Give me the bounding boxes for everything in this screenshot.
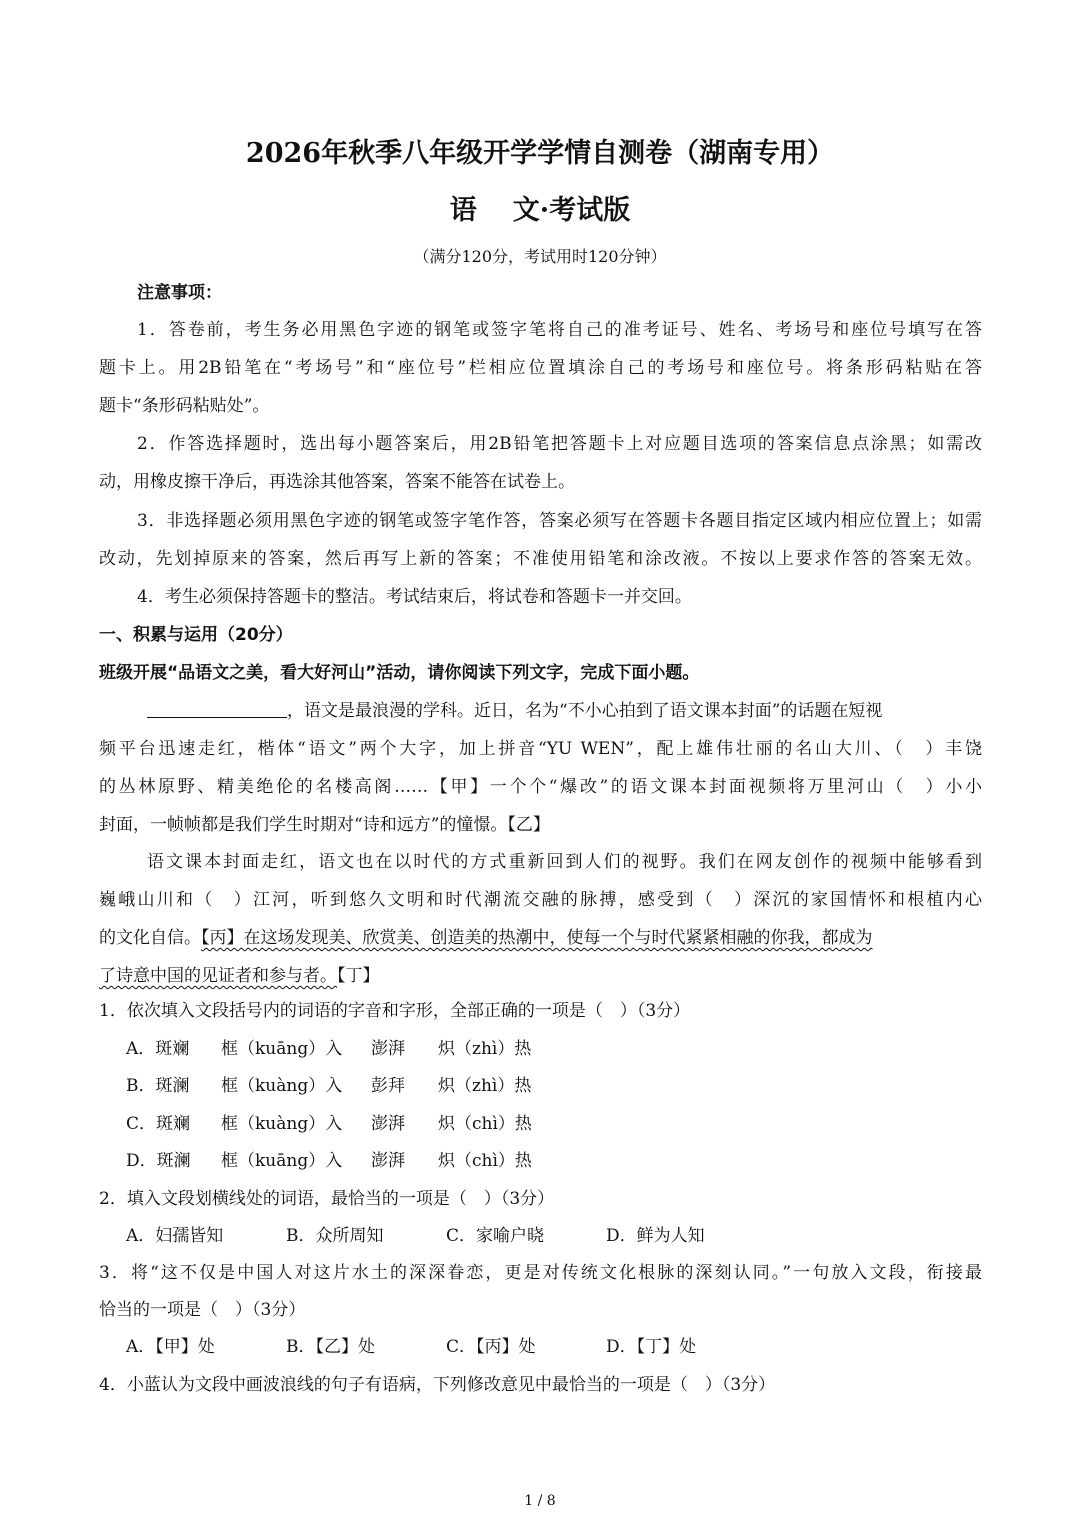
note-line: 改动，先划掉原来的答案，然后再写上新的答案；不准使用铅笔和涂改液。不按以上要求作答的答案无效。 — [99, 549, 982, 569]
page-number: 1 / 8 — [524, 1493, 556, 1509]
passage-line: 封面，一帧帧都是我们学生时期对“诗和远方”的憧憬。【乙】 — [99, 815, 550, 835]
notes-heading: 注意事项： — [137, 283, 222, 303]
question-4-stem: 4．小蓝认为文段中画波浪线的句子有语病，下列修改意见中最恰当的一项是（ ）（3分） — [99, 1375, 776, 1395]
q1-option-b: B．斑澜 框（kuàng）入 彭拜 炽（zhì）热 — [126, 1076, 532, 1096]
q1-option-d: D．斑澜 框（kuāng）入 澎湃 炽（chì）热 — [126, 1151, 532, 1171]
note-line: 题卡“条形码粘贴处”。 — [99, 396, 270, 416]
wavy-sentence: 【丙】在这场发现美、欣赏美、创造美的热潮中，使每一个与时代紧紧相融的你我，都成为 — [201, 928, 873, 948]
note-line: 3．非选择题必须用黑色字迹的钢笔或签字笔作答，答案必须写在答题卡各题目指定区域内相应位置上；如需 — [137, 511, 982, 531]
fill-blank — [147, 701, 287, 718]
subject-left: 语 — [449, 195, 477, 226]
score-note: （满分120分，考试用时120分钟） — [413, 247, 667, 266]
question-2-stem: 2．填入文段划横线处的词语，最恰当的一项是（ ）（3分） — [99, 1189, 555, 1209]
question-3-stem: 3．将“这不仅是中国人对这片水土的深深眷恋，更是对传统文化根脉的深刻认同。”一句放入文段，衔接最 — [99, 1263, 982, 1283]
passage-line: 的文化自信。【丙】在这场发现美、欣赏美、创造美的热潮中，使每一个与时代紧紧相融的你我，都成为 — [99, 928, 873, 948]
passage-line: 频平台迅速走红，楷体“语文”两个大字，加上拼音“YU WEN”，配上雄伟壮丽的名山大川、（ ）丰饶 — [99, 739, 982, 759]
passage-line: 巍峨山川和（ ）江河，听到悠久文明和时代潮流交融的脉搏，感受到（ ）深沉的家国情怀和根植内心 — [99, 890, 982, 910]
q1-option-c: C．斑斓 框（kuàng）入 澎湃 炽（chì）热 — [126, 1114, 532, 1134]
question-3-stem-cont: 恰当的一项是（ ）（3分） — [99, 1300, 306, 1320]
passage-line: 语文课本封面走红，语文也在以时代的方式重新回到人们的视野。我们在网友创作的视频中能够看到 — [147, 852, 982, 872]
q3-options: A．【甲】处 B．【乙】处 C．【丙】处 D．【丁】处 — [126, 1337, 697, 1357]
subject-title — [0, 188, 1080, 227]
passage-line: 的丛林原野、精美绝伦的名楼高阁……【甲】一个个“爆改”的语文课本封面视频将万里河山（ ）小小 — [99, 777, 982, 797]
passage-line: 了诗意中国的见证者和参与者。【丁】 — [99, 966, 380, 986]
note-line: 1．答卷前，考生务必用黑色字迹的钢笔或签字笔将自己的准考证号、姓名、考场号和座位号填写在答 — [137, 320, 982, 340]
section-heading: 一、积累与运用（20分） — [99, 625, 293, 645]
subject-right: 文·考试版 — [512, 195, 631, 226]
q1-option-a: A．斑斓 框（kuāng）入 澎湃 炽（zhì）热 — [126, 1039, 532, 1059]
exam-title: 2026年秋季八年级开学学情自测卷（湖南专用） — [245, 138, 835, 169]
section-intro: 班级开展“品语文之美，看大好河山”活动，请你阅读下列文字，完成下面小题。 — [99, 663, 700, 683]
q2-options: A．妇孺皆知 B．众所周知 C．家喻户晓 D．鲜为人知 — [126, 1226, 705, 1246]
note-line: 4．考生必须保持答题卡的整洁。考试结束后，将试卷和答题卡一并交回。 — [137, 587, 692, 607]
question-1-stem: 1．依次填入文段括号内的词语的字音和字形，全部正确的一项是（ ）（3分） — [99, 1001, 691, 1021]
note-line: 动，用橡皮擦干净后，再选涂其他答案，答案不能答在试卷上。 — [99, 472, 575, 492]
note-line: 题卡上。用2B铅笔在“考场号”和“座位号”栏相应位置填涂自己的考场号和座位号。将条形码粘贴在答 — [99, 358, 982, 378]
wavy-sentence: 了诗意中国的见证者和参与者。 — [99, 966, 337, 986]
passage-line: ，语文是最浪漫的学科。近日，名为“不小心拍到了语文课本封面”的话题在短视 — [147, 701, 982, 721]
note-line: 2．作答选择题时，选出每小题答案后，用2B铅笔把答题卡上对应题目选项的答案信息点涂黑；如需改 — [137, 434, 982, 454]
